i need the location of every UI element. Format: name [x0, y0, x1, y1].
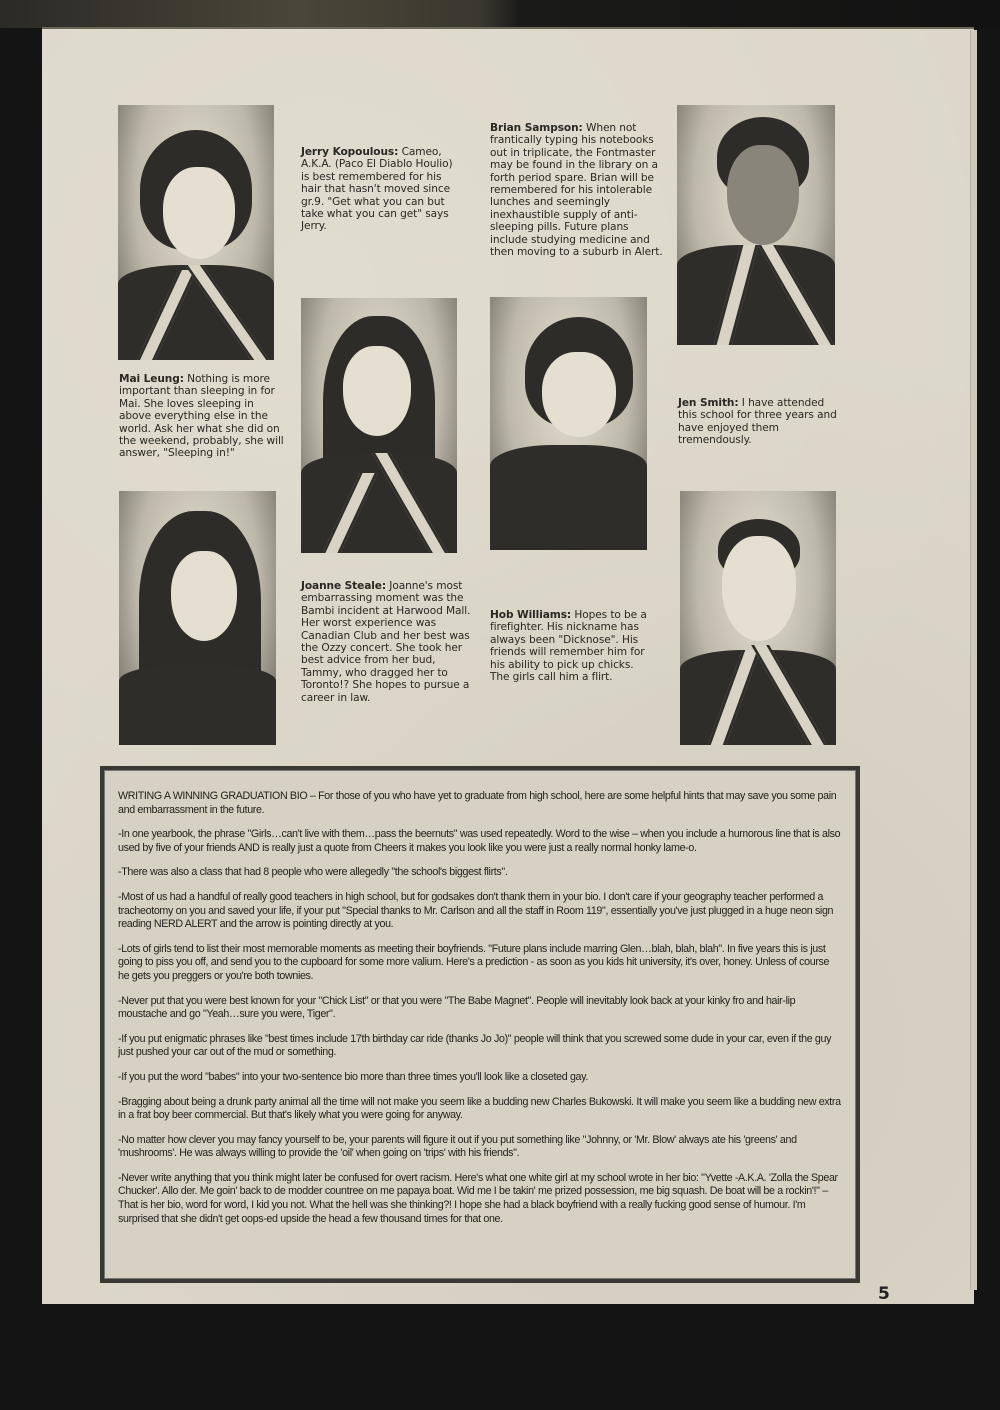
graduation-bio-tips-box — [100, 766, 860, 1283]
tip-item: -If you put enigmatic phrases like "best times include 17th birthday car ride (thanks Jo Jo)" people will think that you screwed some dude in your car, even if the guy just pushed your car out of the mud or something. — [118, 1032, 832, 1059]
scan-background-top — [0, 0, 1000, 28]
bio-text: When not frantically typing his notebooks out in triplicate, the Fontmaster may be found in the library on a forth period spare. Brian will be remembered for his intolerable lunches and seemingly inexhaustible supply of anti-sleeping pills. Future plans include studying medicine and then moving to a suburb in Alert. — [490, 122, 663, 259]
tip-item: -Most of us had a handful of really good teachers in high school, but for godsakes don't thank them in your bio. I don't care if your geography teacher performed a tracheotomy on you and saved your life, if your put "Special thanks to Mr. Carlson and all the staff in Room 119", essentially you've just plugged in a huge neon sign reading NERD ALERT and the arrow is pointing directly at you. — [118, 890, 834, 931]
bio-jerry-kopoulous — [301, 146, 461, 233]
tip-item: -Bragging about being a drunk party animal all the time will not make you seem like a budding new Charles Bukowski. It will make you seem like a budding new extra in a frat boy beer commercial. But that's likely what you were going for anyway. — [118, 1095, 841, 1122]
photo-jerry-kopoulous — [118, 105, 274, 360]
tip-item: -No matter how clever you may fancy yourself to be, your parents will figure it out if you put something like "Johnny, or 'Mr. Blow' always ate his 'greens' and 'mushrooms'. He was always willing to provide the 'oil' when going on 'trips' with his friends". — [118, 1133, 797, 1160]
bio-hob-williams — [490, 609, 655, 683]
tip-item: -Never write anything that you think might later be confused for overt racism. Here's what one white girl at my school wrote in her bio: "Yvette -A.K.A. 'Zolla the Spear Chucker'. Allo der. Me goin' back to de modder countree on me papaya boat. Wid me I be takin' me prized possession, me big squash. De boat will be a rockin'!" – That is her bio, word for word, I kid you not. What the hell was she thinking?! I hope she had a black boyfriend with a really fucking good sense of humour. I'm surprised that she didn't get oops-ed upside the head a few thousand times for that one. — [118, 1171, 838, 1225]
photo-brian-sampson — [677, 105, 835, 345]
page-edge — [970, 30, 977, 1290]
bio-name: Hob Williams: — [490, 609, 572, 621]
tips-intro — [118, 790, 842, 817]
bio-brian-sampson — [490, 122, 665, 258]
tip-item: -In one yearbook, the phrase "Girls…can't live with them…pass the beernuts" was used repeatedly. Word to the wise – when you include a humorous line that is also used by five of your friends AND is really just a quote from Cheers it makes you look like you were just a really normal honky lame-o. — [118, 828, 841, 854]
bio-name: Joanne Steale: — [301, 580, 387, 592]
tip-item: -If you put the word "babes" into your two-sentence bio more than three times you'll look like a closeted gay. — [118, 1070, 588, 1083]
bio-jen-smith — [678, 397, 843, 447]
bio-text: I have attended this school for three years and have enjoyed them tremendously. — [678, 397, 837, 447]
bio-name: Mai Leung: — [119, 373, 184, 385]
bio-mai-leung — [119, 373, 287, 460]
bio-text: Hopes to be a firefighter. His nickname has always been "Dicknose". His friends will remember him for his ability to pick up chicks. The girls call him a flirt. — [490, 609, 647, 684]
photo-hob-williams — [680, 491, 836, 745]
photo-mai-leung — [119, 491, 276, 745]
page-number: 5 — [878, 1284, 890, 1304]
tip-item: -Never put that you were best known for your "Chick List" or that you were "The Babe Magnet". People will inevitably look back at your kinky fro and hair-lip moustache and go "Yeah…sure you were, Tiger". — [118, 994, 796, 1021]
tip-item: -There was also a class that had 8 people who were allegedly "the school's biggest flirts". — [118, 866, 508, 879]
bio-joanne-steale — [301, 580, 471, 704]
bio-name: Jen Smith: — [678, 397, 739, 409]
bio-text: Nothing is more important than sleeping in for Mai. She loves sleeping in above everything else in the world. Ask her what she did on the weekend, probably, she will answer, "Sleeping in!" — [119, 373, 284, 460]
bio-name: Jerry Kopoulous: — [301, 146, 399, 158]
bio-text: Cameo, A.K.A. (Paco El Diablo Houlio) is best remembered for his hair that hasn't moved since gr.9. "Get what you can but take what you can get" says Jerry. — [301, 146, 453, 233]
tips-title: WRITING A WINNING GRADUATION BIO — [118, 790, 308, 802]
tip-item: -Lots of girls tend to list their most memorable moments as meeting their boyfriends. "Future plans include marring Glen…blah, blah, blah". In five years this is just going to piss you off, and send you to the cupboard for some more valium. Here's a prediction - as soon as you kids hit university, it's over, honey. Unless of course he gets you preggers or you're both townies. — [118, 942, 830, 982]
photo-joanne-steale — [301, 298, 457, 553]
tips-intro-text: – For those of you who have yet to graduate from high school, here are some helpful hints that may save you some pain and embarrassment in the future. — [118, 790, 837, 816]
photo-jen-smith — [490, 297, 647, 550]
bio-text: Joanne's most embarrassing moment was the Bambi incident at Harwood Mall. Her worst experience was Canadian Club and her best was the Ozzy concert. She took her best advice from her bud, Tammy, who dragged her to Toronto!? She hopes to pursue a career in law. — [301, 580, 471, 704]
bio-name: Brian Sampson: — [490, 122, 583, 134]
